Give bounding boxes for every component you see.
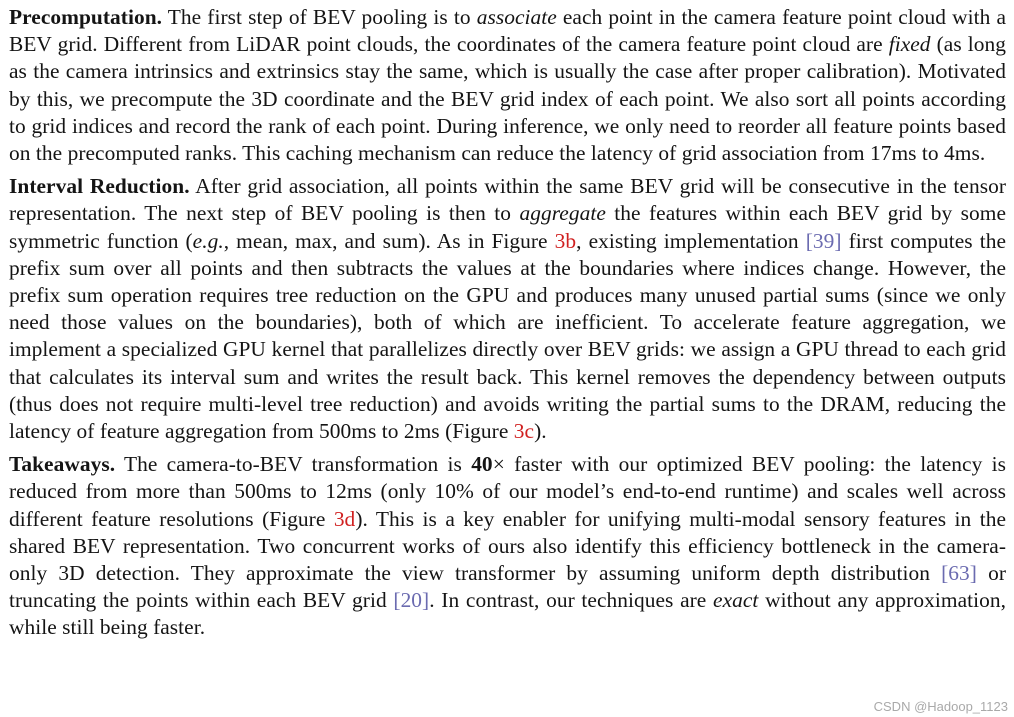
text-run: without any approximation, while still being faster. <box>9 588 1006 640</box>
italic-term: exact <box>713 588 759 613</box>
text-run: The camera-to-BEV transformation is <box>115 452 472 477</box>
text-run: each point in the camera feature point cloud with a BEV grid. Different from LiDAR point clouds, the coordinates of the camera feature point cloud are <box>9 5 1006 57</box>
heading-takeaways: Takeaways. <box>9 452 116 477</box>
citation-link[interactable]: [20] <box>393 588 430 613</box>
watermark: CSDN @Hadoop_1123 <box>873 699 1008 714</box>
text-run: , mean, max, and sum). As in Figure <box>223 228 555 253</box>
text-run: or truncating the points within each BEV grid <box>9 561 1006 613</box>
citation-link[interactable]: [39] <box>805 228 842 253</box>
heading-interval-reduction: Interval Reduction. <box>9 174 190 199</box>
paragraph-takeaways <box>9 451 1006 641</box>
figure-ref-link[interactable]: 3c <box>513 419 535 444</box>
text-run: The first step of BEV pooling is to <box>162 5 477 29</box>
italic-term: e.g. <box>192 228 224 253</box>
paper-text-block <box>9 4 1006 642</box>
text-run: × faster with our optimized BEV pooling: the latency is reduced from more than 500ms to 12ms (only 10% of our model’s end-to-end runtime) and scales well across different feature resolutions (Figure <box>9 452 1006 531</box>
text-run: (as long as the camera intrinsics and extrinsics stay the same, which is usually the case after proper calibration). Motivated by this, we precompute the 3D coordinate and the BEV grid index of each point. We also sort all points according to grid indices and record the rank of each point. During inference, we only need to reorder all feature points based on the precomputed ranks. This caching mechanism can reduce the latency of grid association from 17ms to 4ms. <box>9 32 1006 166</box>
citation-link[interactable]: [63] <box>941 561 977 586</box>
paragraph-precomputation <box>9 4 1006 167</box>
text-run: ). <box>534 419 547 444</box>
text-run: first computes the prefix sum over all points and then subtracts the values at the boundaries where indices change. However, the prefix sum operation requires tree reduction on the GPU and produces many unused partial sums (since we only need those values on the boundaries), both of which are inefficient. To accelerate feature aggregation, we implement a specialized GPU kernel that parallelizes directly over BEV grids: we assign a GPU thread to each grid that calculates its interval sum and writes the result back. This kernel removes the dependency between outputs (thus does not require multi-level tree reduction) and avoids writing the partial sums to the DRAM, reducing the latency of feature aggregation from 500ms to 2ms (Figure <box>9 228 1006 444</box>
figure-ref-link[interactable]: 3b <box>554 228 577 253</box>
text-run: ). This is a key enabler for unifying multi-modal sensory features in the shared BEV representation. Two concurrent works of ours also identify this efficiency bottleneck in the camera-only 3D detection. They approximate the view transformer by assuming uniform depth distribution <box>9 506 1006 586</box>
italic-term: associate <box>476 5 557 29</box>
paragraph-interval-reduction <box>9 173 1006 445</box>
bold-value: 40 <box>471 452 493 477</box>
italic-term: fixed <box>888 32 931 57</box>
text-run: . In contrast, our techniques are <box>429 588 714 613</box>
heading-precomputation: Precomputation. <box>9 5 163 29</box>
text-run: , existing implementation <box>576 228 806 253</box>
figure-ref-link[interactable]: 3d <box>333 506 356 531</box>
text-run: the features within each BEV grid by some symmetric function ( <box>9 201 1007 253</box>
text-run: After grid association, all points within the same BEV grid will be consecutive in the tensor representation. The next step of BEV pooling is then to <box>9 174 1006 226</box>
italic-term: aggregate <box>519 201 606 226</box>
